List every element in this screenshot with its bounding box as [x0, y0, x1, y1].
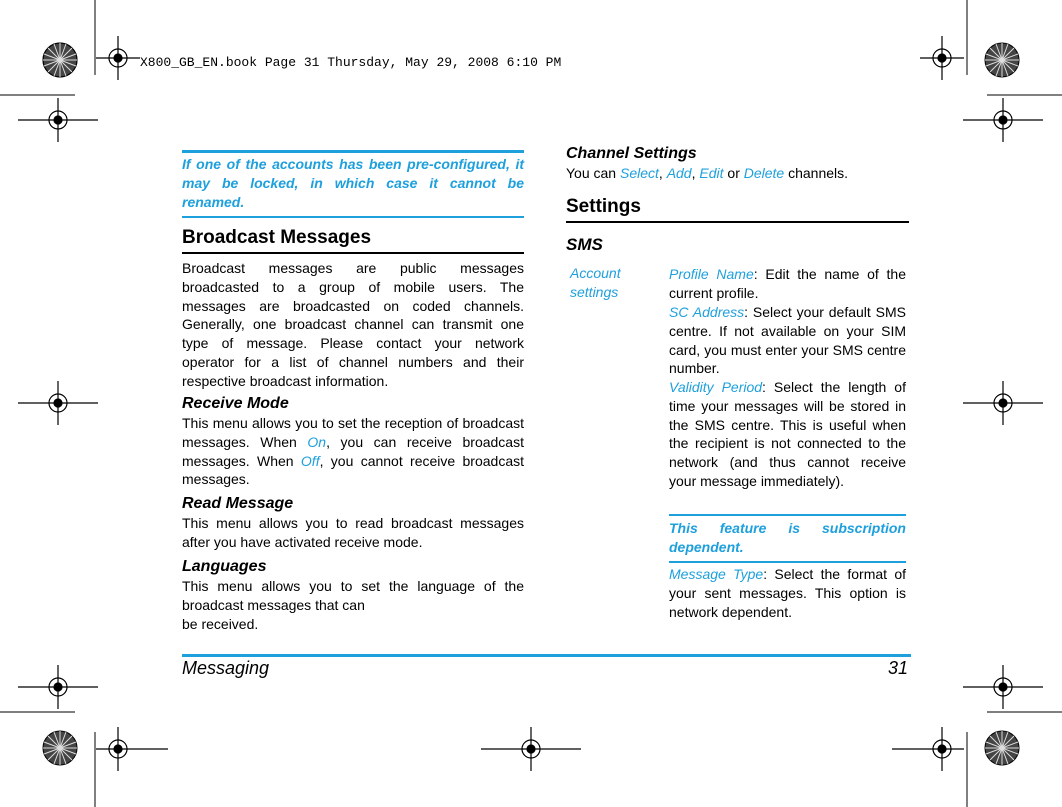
subscription-note: This feature is subscription dependent. [669, 514, 906, 563]
validity-period-text: : Select the length of time your messages will be stored in the SMS centre. This is useful when the recipient is not connected to the network (and thus cannot receive your message immediately). [669, 379, 906, 489]
receive-mode-text [182, 414, 524, 489]
channel-text-comma-2: , [691, 165, 700, 181]
broadcast-intro: Broadcast messages are public messages broadcasted to a group of mobile users. The messages are broadcasted on coded channels. Generally, one broadcast channel can transmit one type of message. Please contact your network operator for a list of channel numbers and their respective broadcast information. [182, 260, 524, 389]
on-option: On [307, 433, 327, 450]
channel-settings-text [566, 164, 911, 183]
delete-option: Delete [743, 165, 785, 181]
broadcast-messages-title: Broadcast Messages [182, 227, 372, 248]
sms-title: SMS [566, 235, 603, 254]
message-type-term: Message Type [669, 566, 764, 582]
channel-text-or: or [723, 165, 744, 181]
book-file-info: X800_GB_EN.book Page 31 Thursday, May 29, 2008 6:10 PM [140, 55, 562, 70]
sc-address-term: SC Address [669, 304, 745, 320]
footer-rule [182, 654, 911, 657]
channel-text-suffix: channels. [784, 165, 849, 181]
edit-option: Edit [699, 165, 724, 181]
broadcast-messages-section [182, 227, 524, 254]
off-option: Off [300, 452, 320, 469]
message-type-text: : Select the format of your sent messages. This option is network dependent. [669, 566, 907, 620]
channel-text-prefix: You can [566, 165, 620, 181]
languages-title: Languages [182, 558, 267, 575]
read-message-text: This menu allows you to read broadcast messages after you have activated receive mode. [182, 515, 524, 550]
languages-text-1: This menu allows you to set the language of the broadcast messages that can [182, 578, 524, 613]
sc-address-text: : Select your default SMS centre. If not available on your SIM card, you must enter your SMS centre number. [669, 304, 906, 377]
read-message-title: Read Message [182, 495, 294, 512]
languages-text-2: be received. [182, 615, 259, 632]
profile-name-text: : Edit the name of the current profile. [669, 266, 906, 301]
select-option: Select [619, 165, 659, 181]
receive-mode-text-3: , you cannot receive broadcast messages. [182, 452, 524, 488]
profile-name-desc [669, 265, 906, 303]
validity-period-desc [669, 378, 906, 491]
receive-mode-text-2: , you can receive broadcast messages. When [182, 433, 524, 469]
languages-text [182, 577, 524, 633]
receive-mode-text-1: This menu allows you to set the reception of broadcast messages. When [182, 415, 524, 450]
add-option: Add [666, 165, 692, 181]
channel-settings-title: Channel Settings [566, 145, 697, 162]
sc-address-desc [669, 303, 906, 378]
validity-period-term: Validity Period [669, 379, 763, 395]
account-settings-label: Account settings [570, 265, 621, 300]
chapter-name: Messaging [182, 658, 270, 678]
page-number: 31 [887, 658, 908, 678]
settings-title: Settings [566, 196, 641, 217]
message-type-desc [669, 565, 906, 621]
preconfigured-account-note: If one of the accounts has been pre-configured, it may be locked, in which case it cannot be renamed. [182, 150, 524, 218]
channel-text-comma-1: , [658, 165, 667, 181]
receive-mode-title: Receive Mode [182, 395, 289, 412]
profile-name-term: Profile Name [669, 266, 754, 282]
settings-section [566, 196, 909, 223]
